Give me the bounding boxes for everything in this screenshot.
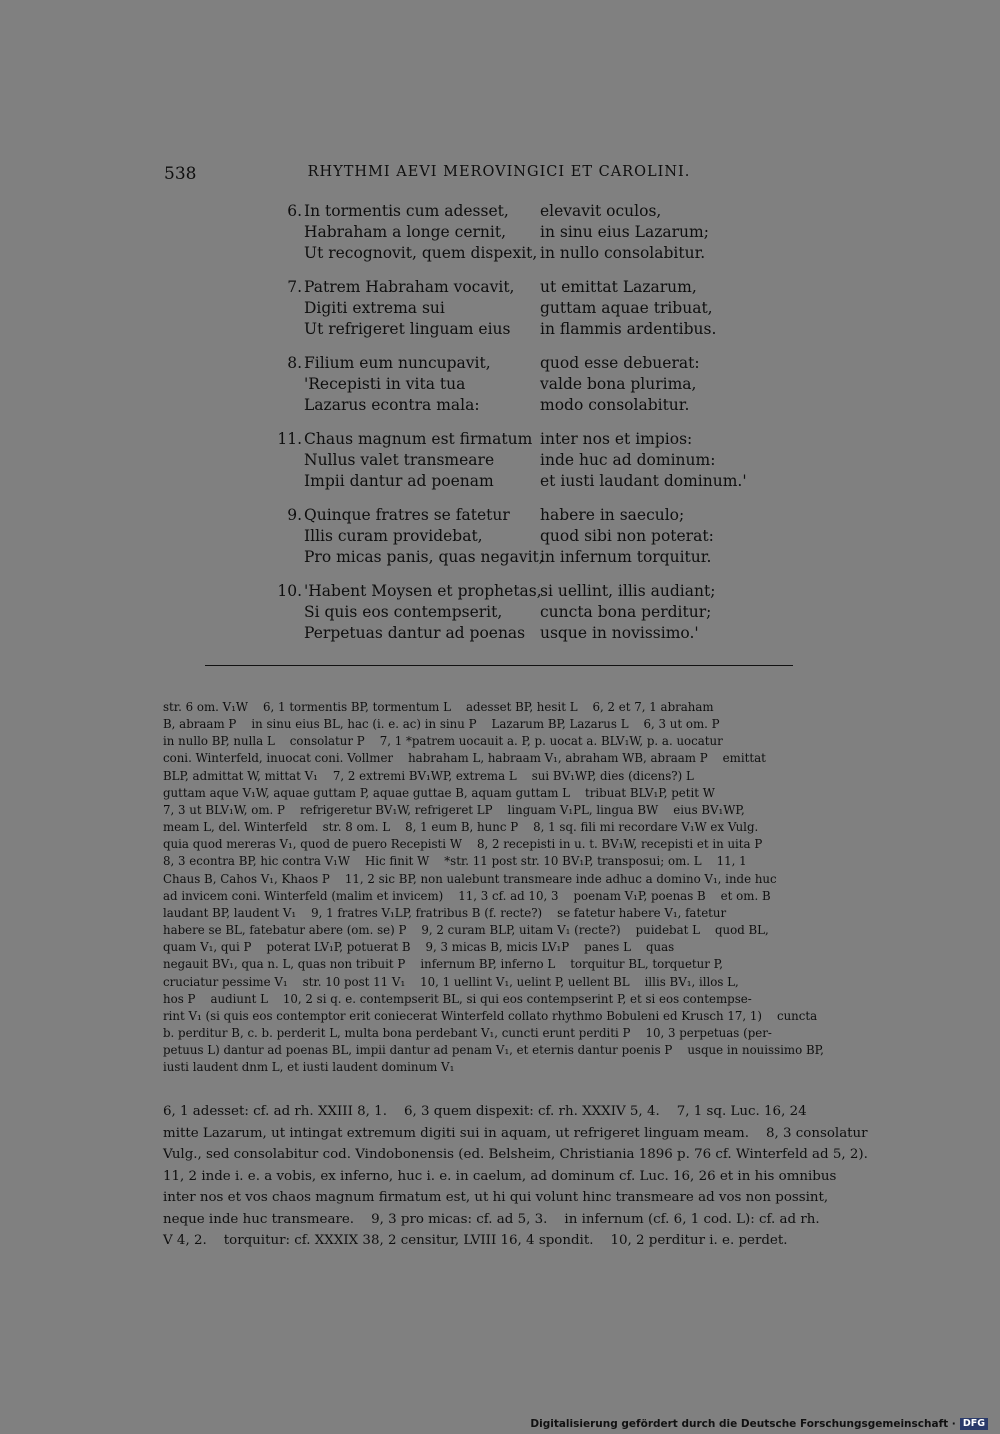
apparatus-line: 7, 3 ut BLV₁W, om. P refrigeretur BV₁W, refrigeret LP linguam V₁PL, lingua BW eius BV₁WP, — [163, 802, 745, 817]
verse-left-half: Patrem Habraham vocavit, — [304, 278, 515, 296]
verse-left-half: 'Recepisti in vita tua — [304, 375, 466, 393]
verse-left-half: Nullus valet transmeare — [304, 451, 495, 469]
verse-line — [262, 396, 762, 417]
stanza-number: 9. — [287, 506, 302, 524]
stanza — [262, 430, 762, 493]
verse-line — [262, 202, 762, 223]
verse-left-half: Si quis eos contempserit, — [304, 603, 503, 621]
apparatus-line: Chaus B, Cahos V₁, Khaos P 11, 2 sic BP, non ualebunt transmeare inde adhuc a domino V₁, inde huc — [163, 871, 777, 886]
verse-left-half: Lazarus econtra mala: — [304, 396, 480, 414]
note-line: 6, 1 adesset: cf. ad rh. XXIII 8, 1. 6, 3 quem dispexit: cf. rh. XXXIV 5, 4. 7, 1 sq. Luc. 16, 24 — [163, 1104, 807, 1119]
note-line: neque inde huc transmeare. 9, 3 pro micas: cf. ad 5, 3. in infernum (cf. 6, 1 cod. L): cf. ad rh. — [163, 1211, 820, 1227]
stanza-number: 7. — [287, 278, 302, 296]
stanza — [262, 202, 762, 265]
verse-line — [262, 624, 762, 645]
footer — [530, 1418, 988, 1430]
verse-left-half: Quinque fratres se fatetur — [304, 506, 510, 524]
separator-rule — [205, 665, 793, 666]
verse-left-half: Perpetuas dantur ad poenas — [304, 624, 526, 642]
verse-right-half: cuncta bona perditur; — [540, 603, 712, 621]
verse-left-half: Ut recognovit, quem dispexit, — [304, 244, 538, 262]
apparatus-line: 8, 3 econtra BP, hic contra V₁W Hic finit W *str. 11 post str. 10 BV₁P, transposui; om. L 11, 1 — [163, 854, 747, 869]
dfg-logo-icon: DFG — [960, 1418, 988, 1430]
page-number: 538 — [164, 164, 197, 184]
stanza — [262, 506, 762, 569]
stanza-number: 8. — [287, 354, 302, 372]
verse-left-half: Impii dantur ad poenam — [304, 472, 494, 490]
apparatus-line: habere se BL, fatebatur abere (om. se) P 9, 2 curam BLP, uitam V₁ (recte?) puidebat L quod BL, — [163, 923, 769, 938]
verse-right-half: elevavit oculos, — [540, 202, 662, 220]
verse-right-half: inde huc ad dominum: — [540, 451, 716, 469]
funding-credit: Digitalisierung gefördert durch die Deutsche Forschungsgemeinschaft · — [530, 1418, 956, 1430]
verse-line — [262, 244, 762, 265]
verse-right-half: usque in novissimo.' — [540, 624, 699, 642]
poem — [262, 202, 762, 658]
verse-left-half: Habraham a longe cernit, — [304, 223, 506, 241]
apparatus-line: hos P audiunt L 10, 2 si q. e. contempserit BL, si qui eos contempserint P, et si eos contempse- — [163, 991, 752, 1006]
verse-right-half: quod esse debuerat: — [540, 354, 700, 372]
verse-line — [262, 299, 762, 320]
apparatus-line: laudant BP, laudent V₁ 9, 1 fratres V₁LP, fratribus B (f. recte?) se fatetur habere V₁, fatetur — [163, 905, 727, 920]
stanza — [262, 354, 762, 417]
apparatus-line: b. perditur B, c. b. perderit L, multa bona perdebant V₁, cuncti erunt perditi P 10, 3 perpetuas (per- — [163, 1025, 772, 1040]
verse-left-half: Digiti extrema sui — [304, 299, 445, 317]
verse-left-half: Illis curam providebat, — [304, 527, 483, 545]
verse-right-half: quod sibi non poterat: — [540, 527, 714, 545]
verse-line — [262, 506, 762, 527]
page-header — [164, 164, 834, 188]
verse-line — [262, 527, 762, 548]
apparatus-line: ad invicem coni. Winterfeld (malim et invicem) 11, 3 cf. ad 10, 3 poenam V₁P, poenas B et om. B — [163, 888, 771, 903]
verse-line — [262, 451, 762, 472]
apparatus-line: negauit BV₁, qua n. L, quas non tribuit P infernum BP, inferno L torquitur BL, torquetur P, — [163, 957, 723, 972]
apparatus-line: cruciatur pessime V₁ str. 10 post 11 V₁ 10, 1 uellint V₁, uelint P, uellent BL illis BV₁, illos L, — [163, 974, 739, 989]
note-line: mitte Lazarum, ut intingat extremum digiti sui in aquam, ut refrigeret linguam meam. 8, 3 consolatur — [163, 1125, 868, 1141]
note-line: V 4, 2. torquitur: cf. XXXIX 38, 2 censitur, LVIII 16, 4 spondit. 10, 2 perditur i. e. perdet. — [163, 1233, 788, 1248]
verse-line — [262, 278, 762, 299]
verse-left-half: Ut refrigeret linguam eius — [304, 320, 511, 338]
verse-left-half: 'Habent Moysen et prophetas, — [304, 582, 542, 600]
stanza — [262, 278, 762, 341]
verse-right-half: habere in saeculo; — [540, 506, 685, 524]
verse-right-half: in sinu eius Lazarum; — [540, 223, 709, 241]
apparatus-line: B, abraam P in sinu eius BL, hac (i. e. ac) in sinu P Lazarum BP, Lazarus L 6, 3 ut om. P — [163, 717, 720, 732]
apparatus-line: quam V₁, qui P poterat LV₁P, potuerat B 9, 3 micas B, micis LV₁P panes L quas — [163, 940, 675, 955]
commentary-notes — [163, 1101, 868, 1252]
apparatus-line: quia quod mereras V₁, quod de puero Recepisti W 8, 2 recepisti in u. t. BV₁W, recepisti et in uita P — [163, 837, 763, 852]
note-line: 11, 2 inde i. e. a vobis, ex inferno, huc i. e. in caelum, ad dominum cf. Luc. 16, 26 et in his omnibus — [163, 1168, 837, 1184]
apparatus-line: rint V₁ (si quis eos contemptor erit coniecerat Winterfeld collato rhythmo Bobuleni ed Krusch 17, 1) cuncta — [163, 1008, 818, 1023]
verse-right-half: valde bona plurima, — [540, 375, 697, 393]
verse-left-half: Pro micas panis, quas negavit, — [304, 548, 544, 566]
apparatus-line: str. 6 om. V₁W 6, 1 tormentis BP, tormentum L adesset BP, hesit L 6, 2 et 7, 1 abraham — [163, 700, 714, 714]
note-line: inter nos et vos chaos magnum firmatum est, ut hi qui volunt hinc transmeare ad vos non possint, — [163, 1190, 829, 1205]
verse-line — [262, 354, 762, 375]
note-line: Vulg., sed consolabitur cod. Vindobonensis (ed. Belsheim, Christiania 1896 p. 76 cf. Winterfeld ad 5, 2). — [163, 1147, 868, 1162]
apparatus-line: guttam aque V₁W, aquae guttam P, aquae guttae B, aquam guttam L tribuat BLV₁P, petit W — [163, 785, 715, 800]
verse-line — [262, 548, 762, 569]
stanza — [262, 582, 762, 645]
apparatus-line: BLP, admittat W, mittat V₁ 7, 2 extremi BV₁WP, extrema L sui BV₁WP, dies (dicens?) L — [163, 768, 694, 783]
verse-line — [262, 582, 762, 603]
verse-right-half: in infernum torquitur. — [540, 548, 712, 566]
verse-left-half: Chaus magnum est firmatum — [304, 430, 533, 448]
verse-right-half: guttam aquae tribuat, — [540, 299, 713, 317]
verse-right-half: modo consolabitur. — [540, 396, 690, 414]
apparatus-line: petuus L) dantur ad poenas BL, impii dantur ad penam V₁, et eternis dantur poenis P usque in nouissimo BP, — [163, 1043, 824, 1058]
stanza-number: 6. — [287, 202, 302, 220]
stanza-number: 11. — [277, 430, 302, 448]
running-title: RHYTHMI AEVI MEROVINGICI ET CAROLINI. — [307, 164, 691, 180]
verse-line — [262, 375, 762, 396]
verse-right-half: si uellint, illis audiant; — [540, 582, 716, 600]
verse-line — [262, 472, 762, 493]
verse-right-half: inter nos et impios: — [540, 430, 693, 448]
critical-apparatus — [163, 699, 836, 1076]
verse-left-half: Filium eum nuncupavit, — [304, 354, 491, 372]
verse-right-half: in flammis ardentibus. — [540, 320, 717, 338]
verse-left-half: In tormentis cum adesset, — [304, 202, 509, 220]
apparatus-line: in nullo BP, nulla L consolatur P 7, 1 *patrem uocauit a. P, p. uocat a. BLV₁W, p. a. uocatur — [163, 734, 723, 749]
verse-right-half: et iusti laudant dominum.' — [540, 472, 747, 490]
verse-line — [262, 320, 762, 341]
verse-right-half: ut emittat Lazarum, — [540, 278, 697, 296]
apparatus-line: meam L, del. Winterfeld str. 8 om. L 8, 1 eum B, hunc P 8, 1 sq. fili mi recordare V₁W ex Vulg. — [163, 820, 759, 835]
verse-right-half: in nullo consolabitur. — [540, 244, 706, 262]
verse-line — [262, 603, 762, 624]
verse-line — [262, 430, 762, 451]
apparatus-line: coni. Winterfeld, inuocat coni. Vollmer habraham L, habraam V₁, abraham WB, abraam P emittat — [163, 751, 766, 766]
verse-line — [262, 223, 762, 244]
stanza-number: 10. — [277, 582, 302, 600]
apparatus-line: iusti laudent dnm L, et iusti laudent dominum V₁ — [163, 1060, 455, 1075]
